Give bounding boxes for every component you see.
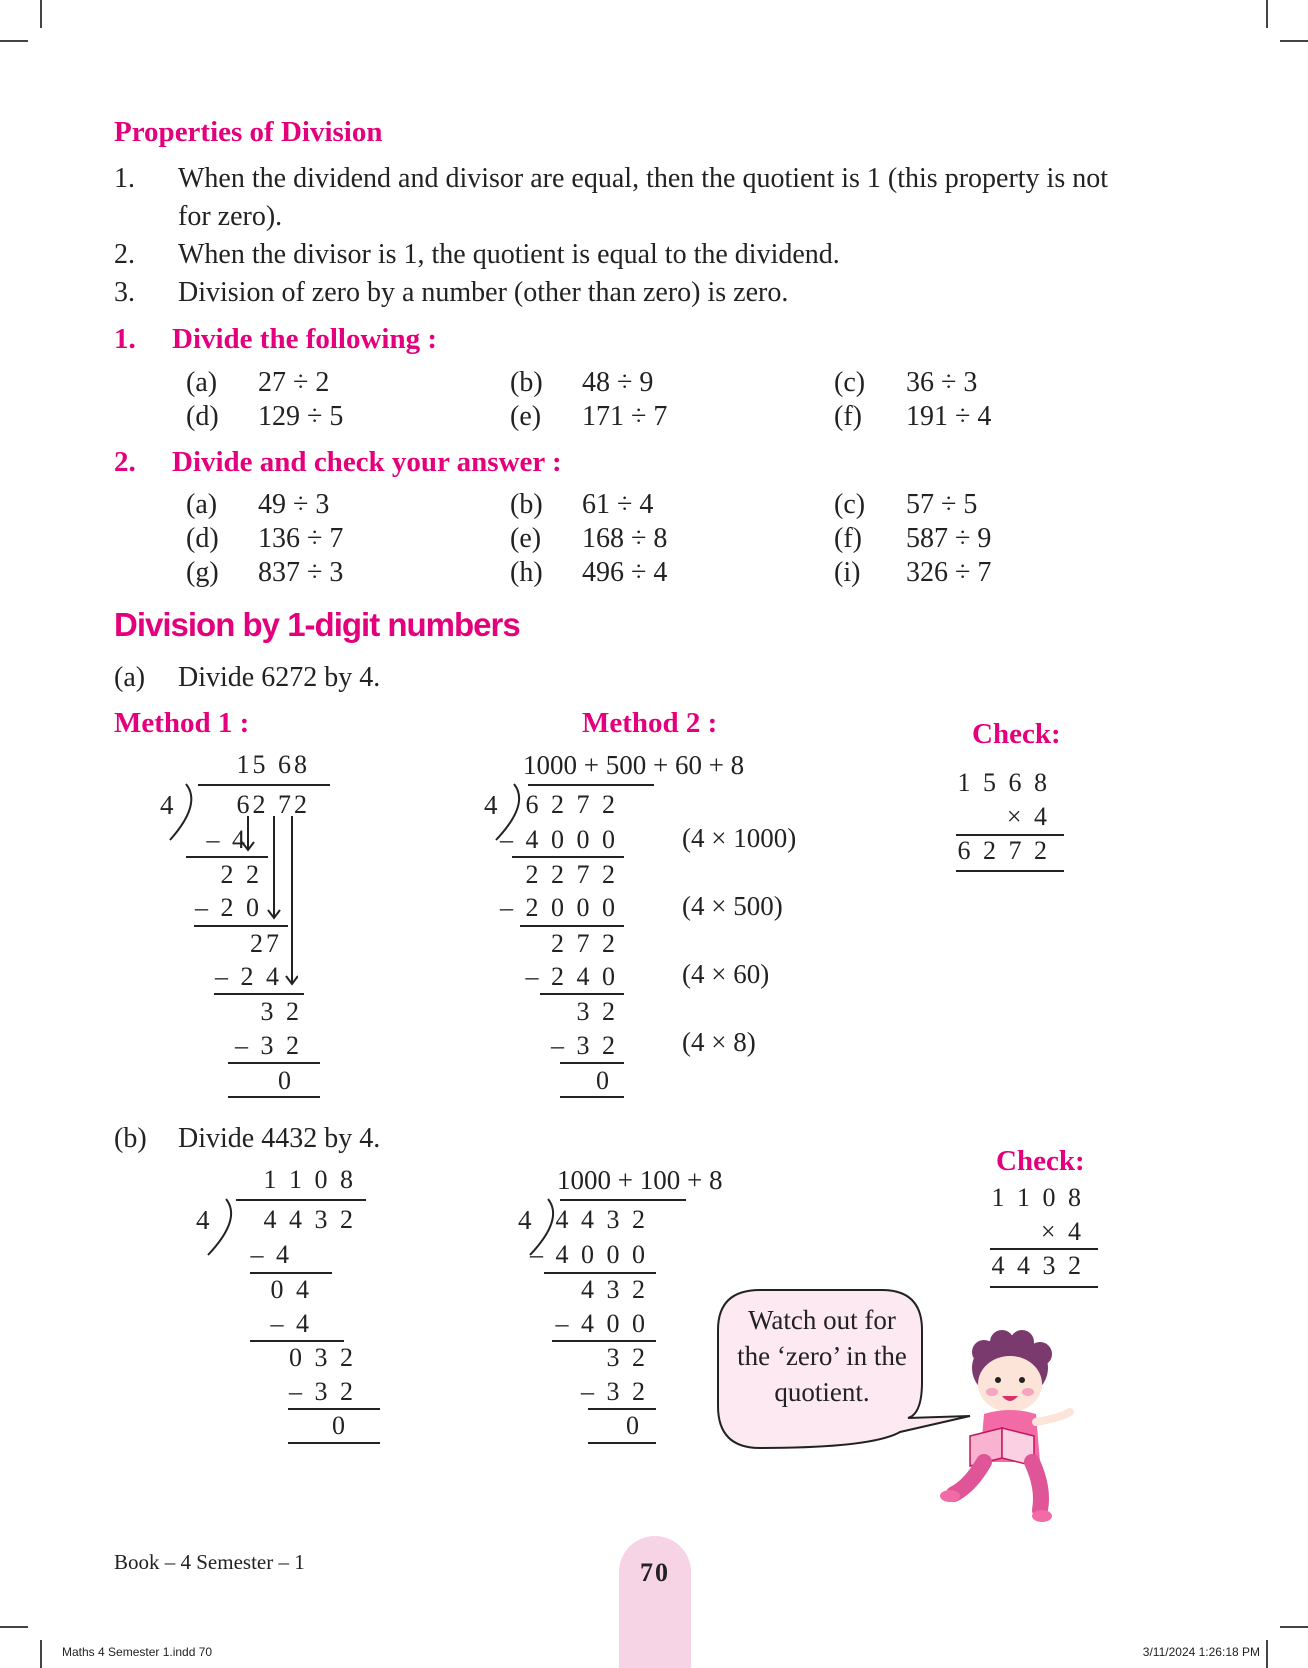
dividend: 4 4 3 2 bbox=[263, 1205, 356, 1234]
check-multiplier: × 4 bbox=[1006, 802, 1050, 831]
exercise-expr: 48 ÷ 9 bbox=[582, 367, 654, 398]
exercise-label: (c) bbox=[834, 489, 866, 520]
property-number: 1. bbox=[114, 163, 135, 194]
check-top: 1 5 6 8 bbox=[957, 768, 1050, 797]
quotient: 1 1 0 8 bbox=[263, 1165, 356, 1194]
subtract-row: – 4 0 0 bbox=[555, 1309, 648, 1338]
exercise-title: Divide the following : bbox=[172, 323, 438, 355]
subtract-row: – 2 0 0 0 bbox=[500, 893, 618, 922]
exercise-expr: 326 ÷ 7 bbox=[906, 557, 992, 588]
quotient: 1000 + 500 + 60 + 8 bbox=[523, 750, 745, 780]
remainder-row: 3 2 bbox=[260, 997, 302, 1026]
division-line bbox=[560, 1096, 624, 1098]
division-line bbox=[520, 925, 624, 927]
properties-title: Properties of Division bbox=[114, 116, 383, 148]
exercise-expr: 57 ÷ 5 bbox=[906, 489, 978, 520]
division-line bbox=[194, 925, 288, 927]
crop-mark bbox=[0, 40, 28, 42]
exercise-label: (a) bbox=[186, 367, 218, 398]
check-top: 1 1 0 8 bbox=[991, 1183, 1084, 1212]
exercise-label: (f) bbox=[834, 401, 862, 432]
exercise-label: (d) bbox=[186, 401, 219, 432]
remainder-row: 3 2 bbox=[576, 997, 618, 1026]
crop-mark bbox=[1266, 0, 1268, 28]
subtract-row: – 2 4 bbox=[215, 962, 282, 991]
subtract-row: – 4 bbox=[206, 825, 248, 854]
exercise-label: (d) bbox=[186, 523, 219, 554]
divisor: 4 bbox=[484, 790, 498, 820]
remainder-row: 27 bbox=[250, 929, 282, 958]
remainder-row: 2 2 bbox=[220, 860, 262, 889]
division-line bbox=[512, 856, 624, 858]
property-text: When the divisor is 1, the quotient is equal to the dividend. bbox=[178, 239, 840, 270]
exercise-expr: 61 ÷ 4 bbox=[582, 489, 654, 520]
check-line bbox=[956, 870, 1064, 872]
example-label: (b) bbox=[114, 1123, 147, 1154]
remainder-row: 4 3 2 bbox=[581, 1275, 648, 1304]
crop-mark bbox=[40, 1640, 42, 1668]
exercise-title: Divide and check your answer : bbox=[172, 446, 562, 478]
property-text: for zero). bbox=[178, 201, 283, 232]
exercise-label: (i) bbox=[834, 557, 861, 588]
boy-reading-illustration bbox=[940, 1326, 1080, 1526]
property-number: 3. bbox=[114, 277, 135, 308]
check-line bbox=[990, 1248, 1098, 1250]
exercise-label: (a) bbox=[186, 489, 218, 520]
crop-mark bbox=[1280, 40, 1308, 42]
remainder-row: 2 2 7 2 bbox=[525, 860, 618, 889]
final-remainder: 0 bbox=[626, 1411, 642, 1440]
exercise-label: (e) bbox=[510, 523, 542, 554]
section-title: Division by 1-digit numbers bbox=[114, 606, 520, 643]
method-note: (4 × 8) bbox=[682, 1027, 756, 1057]
file-info: Maths 4 Semester 1.indd 70 bbox=[62, 1645, 213, 1659]
division-line bbox=[588, 1442, 656, 1444]
subtract-row: – 3 2 bbox=[551, 1031, 618, 1060]
remainder-row: 3 2 bbox=[606, 1343, 648, 1372]
dividend: 6 2 7 2 bbox=[525, 790, 618, 819]
division-bar bbox=[236, 1199, 366, 1201]
division-bar bbox=[528, 784, 654, 786]
exercise-expr: 27 ÷ 2 bbox=[258, 367, 330, 398]
remainder-row: 2 7 2 bbox=[551, 929, 618, 958]
dividend: 62 72 bbox=[236, 790, 310, 819]
check-title: Check: bbox=[996, 1145, 1085, 1177]
exercise-expr: 587 ÷ 9 bbox=[906, 523, 992, 554]
subtract-row: – 3 2 bbox=[581, 1377, 648, 1406]
exercise-expr: 191 ÷ 4 bbox=[906, 401, 992, 432]
division-line bbox=[288, 1408, 380, 1410]
division-line bbox=[228, 1096, 320, 1098]
property-text: Division of zero by a number (other than zero) is zero. bbox=[178, 277, 789, 308]
exercise-number: 2. bbox=[114, 446, 136, 478]
dividend: 4 4 3 2 bbox=[555, 1205, 648, 1234]
subtract-row: – 4 0 0 0 bbox=[530, 1240, 648, 1269]
remainder-row: 0 3 2 bbox=[289, 1343, 356, 1372]
exercise-expr: 168 ÷ 8 bbox=[582, 523, 668, 554]
subtract-row: – 3 2 bbox=[235, 1031, 302, 1060]
division-line bbox=[288, 1442, 380, 1444]
exercise-label: (b) bbox=[510, 367, 543, 398]
final-remainder: 0 bbox=[278, 1066, 294, 1095]
final-remainder: 0 bbox=[332, 1411, 348, 1440]
exercise-label: (h) bbox=[510, 557, 543, 588]
exercise-expr: 36 ÷ 3 bbox=[906, 367, 978, 398]
division-line bbox=[540, 993, 624, 995]
quotient: 1000 + 100 + 8 bbox=[557, 1165, 723, 1195]
timestamp: 3/11/2024 1:26:18 PM bbox=[1142, 1645, 1260, 1659]
subtract-row: – 4 bbox=[250, 1240, 292, 1269]
bubble-text bbox=[722, 1302, 922, 1410]
final-remainder: 0 bbox=[596, 1066, 612, 1095]
method-note: (4 × 500) bbox=[682, 891, 783, 921]
division-line bbox=[588, 1408, 656, 1410]
division-line bbox=[214, 993, 304, 995]
subtract-row: – 2 4 0 bbox=[525, 962, 618, 991]
bubble-line: the ‘zero’ in the bbox=[737, 1341, 907, 1371]
divisor: 4 bbox=[160, 790, 174, 820]
subtract-row: – 4 0 0 0 bbox=[500, 825, 618, 854]
check-line bbox=[990, 1286, 1098, 1288]
bubble-line: quotient. bbox=[774, 1377, 870, 1407]
crop-mark bbox=[0, 1626, 28, 1628]
subtract-row: – 2 0 bbox=[195, 893, 262, 922]
bubble-line: Watch out for bbox=[748, 1305, 896, 1335]
page-number: 70 bbox=[640, 1558, 670, 1587]
example-label: (a) bbox=[114, 662, 146, 693]
exercise-label: (f) bbox=[834, 523, 862, 554]
exercise-number: 1. bbox=[114, 323, 136, 355]
check-result: 6 2 7 2 bbox=[957, 836, 1050, 865]
method2-title: Method 2 : bbox=[582, 707, 718, 739]
method-note: (4 × 1000) bbox=[682, 823, 797, 853]
exercise-expr: 136 ÷ 7 bbox=[258, 523, 344, 554]
subtract-row: – 4 bbox=[270, 1309, 312, 1338]
crop-mark bbox=[1280, 1626, 1308, 1628]
exercise-label: (g) bbox=[186, 557, 219, 588]
example-text: Divide 4432 by 4. bbox=[178, 1123, 381, 1154]
division-line bbox=[552, 1340, 656, 1342]
method-note: (4 × 60) bbox=[682, 959, 770, 989]
division-line bbox=[544, 1272, 656, 1274]
check-title: Check: bbox=[972, 718, 1061, 750]
crop-mark bbox=[40, 0, 42, 28]
exercise-expr: 171 ÷ 7 bbox=[582, 401, 668, 432]
property-text: When the dividend and divisor are equal, then the quotient is 1 (this property is not bbox=[178, 163, 1109, 194]
method1-title: Method 1 : bbox=[114, 707, 250, 739]
exercise-expr: 49 ÷ 3 bbox=[258, 489, 330, 520]
example-text: Divide 6272 by 4. bbox=[178, 662, 381, 693]
subtract-row: – 3 2 bbox=[289, 1377, 356, 1406]
division-line bbox=[228, 1062, 320, 1064]
divisor: 4 bbox=[196, 1205, 210, 1235]
check-multiplier: × 4 bbox=[1040, 1217, 1084, 1246]
crop-mark bbox=[1266, 1640, 1268, 1668]
exercise-label: (c) bbox=[834, 367, 866, 398]
division-line bbox=[250, 1272, 332, 1274]
remainder-row: 0 4 bbox=[270, 1275, 312, 1304]
division-bar bbox=[560, 1199, 686, 1201]
division-line bbox=[560, 1062, 624, 1064]
exercise-expr: 496 ÷ 4 bbox=[582, 557, 668, 588]
exercise-expr: 837 ÷ 3 bbox=[258, 557, 344, 588]
quotient: 15 68 bbox=[236, 750, 310, 779]
property-number: 2. bbox=[114, 239, 135, 270]
exercise-label: (b) bbox=[510, 489, 543, 520]
division-line bbox=[186, 856, 268, 858]
divisor: 4 bbox=[518, 1205, 532, 1235]
check-result: 4 4 3 2 bbox=[991, 1251, 1084, 1280]
division-bar bbox=[198, 784, 330, 786]
book-info: Book – 4 Semester – 1 bbox=[114, 1550, 305, 1574]
division-line bbox=[250, 1340, 344, 1342]
page-number-tab bbox=[619, 1536, 691, 1668]
exercise-label: (e) bbox=[510, 401, 542, 432]
exercise-expr: 129 ÷ 5 bbox=[258, 401, 344, 432]
